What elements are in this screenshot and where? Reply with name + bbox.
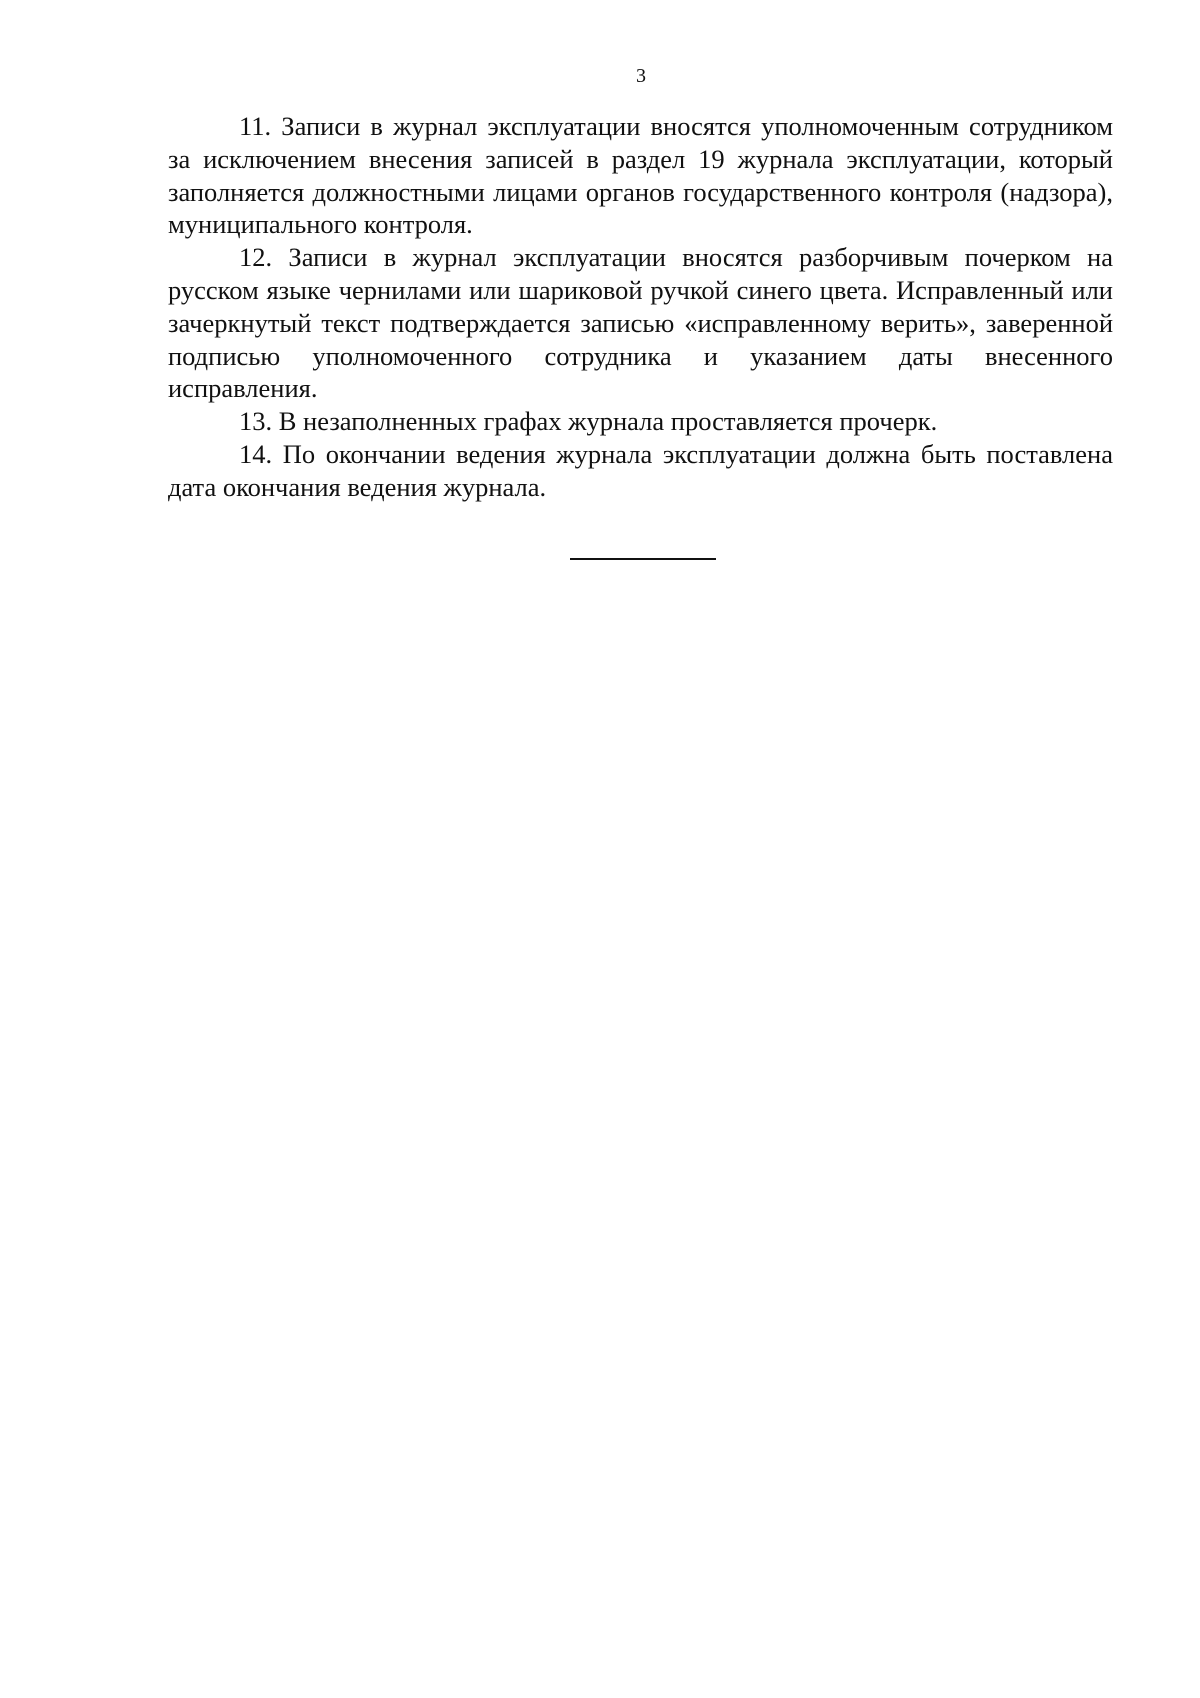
paragraph-12 (168, 241, 1113, 405)
paragraph-text: Записи в журнал эксплуатации вносятся уполномоченным сотрудником за исключением внесения записей в раздел 19 журнала эксплуатации, который заполняется должностными лицами органов государственного контроля (надзора), муниципального контроля. (168, 111, 1113, 240)
page-number: 3 (636, 65, 646, 87)
paragraph-text: В незаполненных графах журнала проставляется прочерк. (272, 406, 938, 437)
paragraph-number: 13. (239, 406, 273, 437)
paragraph-text: По окончании ведения журнала эксплуатации должна быть поставлена дата окончания ведения журнала. (168, 438, 1113, 502)
paragraph-number: 11. (239, 111, 272, 141)
paragraph-number: 14. (239, 438, 273, 469)
paragraph-13 (168, 405, 1113, 438)
end-of-document-rule (570, 558, 716, 560)
paragraph-14 (168, 438, 1113, 504)
paragraph-number: 12. (239, 242, 273, 273)
paragraph-11 (168, 110, 1113, 241)
document-body (168, 110, 1113, 504)
paragraph-text: Записи в журнал эксплуатации вносятся разборчивым почерком на русском языке чернилами или шариковой ручкой синего цвета. Исправленный или зачеркнутый текст подтверждается записью «исправленному верить», заверенной подписью уполномоченного сотрудника и указанием даты внесенного исправления. (168, 242, 1113, 404)
